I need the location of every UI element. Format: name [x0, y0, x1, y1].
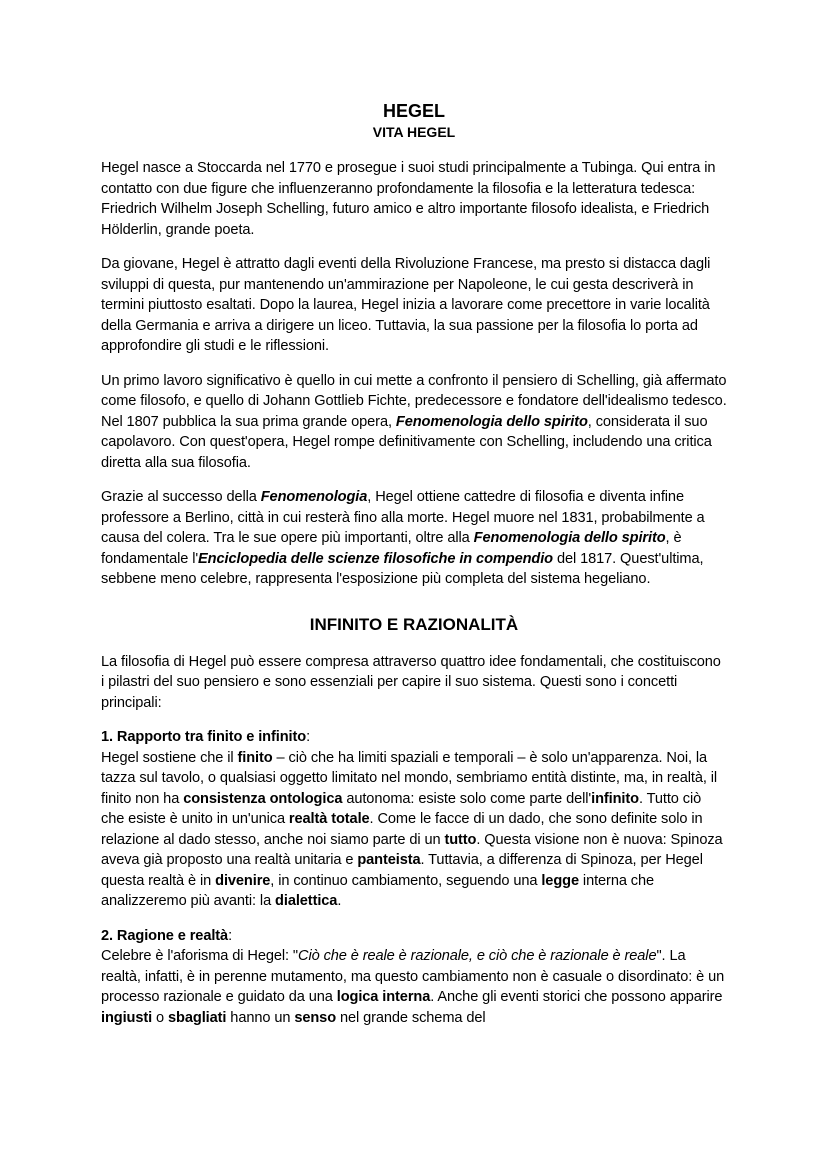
- bold-term: sbagliati: [168, 1009, 227, 1026]
- paragraph-infinito-intro: La filosofia di Hegel può essere compresa attraverso quattro idee fondamentali, che costituiscono i pilastri del suo pensiero e sono essenziali per capire il suo sistema. Questi sono i concetti principali:: [101, 653, 721, 711]
- text-run: o: [152, 1009, 169, 1026]
- paragraph-vita-3: [101, 371, 727, 474]
- text-run: Celebre è l'aforisma di Hegel: ": [101, 948, 299, 964]
- text-run: . Questa visione non è nuova: Spinoza aveva già proposto una realtà unitaria e: [101, 831, 723, 868]
- list-item-finito-infinito: [101, 727, 727, 912]
- bold-term: divenire: [215, 872, 271, 889]
- text-run: nel grande schema del: [336, 1009, 486, 1026]
- text-run: . Tutto ciò che esiste è unito in un'unica: [101, 790, 702, 827]
- text-run: del 1817. Quest'ultima, sebbene meno celebre, rappresenta l'esposizione più completa del sistema hegeliano.: [101, 550, 704, 587]
- bold-term: tutto: [444, 831, 477, 848]
- work-title: Fenomenologia dello spirito: [395, 413, 588, 430]
- quote-text: Ciò che è reale è razionale, e ciò che è razionale è reale: [298, 948, 657, 964]
- work-title: Fenomenologia dello spirito: [473, 530, 666, 546]
- section-title-infinito: INFINITO E RAZIONALITÀ: [309, 614, 519, 634]
- text-run: – ciò che ha limiti spaziali e temporali – è solo un'apparenza. Noi, la tazza sul tavolo, o qualsiasi oggetto limitato nel mondo, sembriamo entità distinte, ma, in realtà, il finito non ha: [101, 749, 718, 807]
- section-subtitle-vita: VITA HEGEL: [372, 124, 456, 140]
- text-run: :: [228, 927, 233, 944]
- paragraph-vita-4: [101, 487, 727, 590]
- text-run: . Come le facce di un dado, che sono definite solo in relazione al dado stesso, anche noi siamo parte di un: [101, 811, 703, 848]
- bold-term: finito: [237, 749, 273, 766]
- item-heading: 1. Rapporto tra finito e infinito: [101, 729, 307, 745]
- work-title: Fenomenologia: [260, 489, 368, 505]
- text-run: , è fondamentale l': [101, 530, 682, 567]
- bold-term: legge: [541, 872, 579, 889]
- text-run: Hegel sostiene che il: [101, 749, 238, 766]
- bold-term: realtà totale: [288, 811, 370, 827]
- text-run: ". La realtà, infatti, è in perenne mutamento, ma questo cambiamento non è casuale o disordinato: è un processo razionale e guidato da una: [101, 948, 725, 1005]
- paragraph-vita-2: Da giovane, Hegel è attratto dagli eventi della Rivoluzione Francese, ma presto si distacca dagli sviluppi di questa, pur mantenendo un'ammirazione per Napoleone, le cui gesta descriverà in termini piuttosto esaltati. Dopo la laurea, Hegel inizia a lavorare come precettore in varie località della Germania e arriva a dirigere un liceo. Tuttavia, la sua passione per la filosofia lo porta ad approfondire gli studi e le riflessioni.: [101, 256, 711, 354]
- text-run: , considerata il suo capolavoro. Con quest'opera, Hegel rompe definitivamente con Schelling, includendo una critica diretta alla sua filosofia.: [101, 413, 712, 471]
- text-run: interna che analizzeremo più avanti: la: [101, 872, 655, 909]
- text-run: Grazie al successo della: [101, 489, 261, 505]
- text-run: :: [306, 729, 311, 745]
- bold-term: infinito: [591, 790, 639, 807]
- text-run: .: [337, 893, 342, 909]
- bold-term: dialettica: [275, 893, 338, 909]
- text-run: . Tuttavia, a differenza di Spinoza, per Hegel questa realtà è in: [101, 852, 703, 889]
- bold-term: consistenza ontologica: [183, 790, 343, 807]
- list-item-ragione-realta: [101, 926, 727, 1029]
- text-run: , Hegel ottiene cattedre di filosofia e diventa infine professore a Berlino, città in cui resterà fino alla morte. Hegel muore nel 1831, probabilmente a causa del colera. Tra le sue opere più importanti, oltre alla: [101, 489, 705, 546]
- paragraph-vita-1: Hegel nasce a Stoccarda nel 1770 e prosegue i suoi studi principalmente a Tubinga. Qui entra in contatto con due figure che influenzeranno profondamente la filosofia e la letteratura tedesca: Friedrich Wilhelm Joseph Schelling, futuro amico e altro importante filosofo idealista, e Friedrich Hölderlin, grande poeta.: [101, 160, 716, 238]
- text-run: hanno un: [226, 1009, 295, 1026]
- bold-term: ingiusti: [101, 1009, 153, 1026]
- item-heading: 2. Ragione e realtà: [101, 927, 229, 944]
- text-run: , in continuo cambiamento, seguendo una: [270, 872, 542, 889]
- document-page: [101, 100, 727, 1042]
- work-title: Enciclopedia delle scienze filosofiche in compendio: [198, 550, 553, 567]
- document-title: HEGEL: [382, 101, 445, 121]
- bold-term: senso: [294, 1009, 337, 1026]
- text-run: Un primo lavoro significativo è quello in cui mette a confronto il pensiero di Schelling, già affermato come filosofo, e quello di Johann Gottlieb Fichte, predecessore e fondatore dell'idealismo tedesco. Nel 1807 pubblica la sua prima grande opera,: [101, 372, 727, 430]
- bold-term: logica interna: [336, 989, 431, 1005]
- text-run: autonoma: esiste solo come parte dell': [342, 790, 592, 807]
- bold-term: panteista: [357, 852, 421, 868]
- text-run: . Anche gli eventi storici che possono apparire: [430, 989, 723, 1005]
